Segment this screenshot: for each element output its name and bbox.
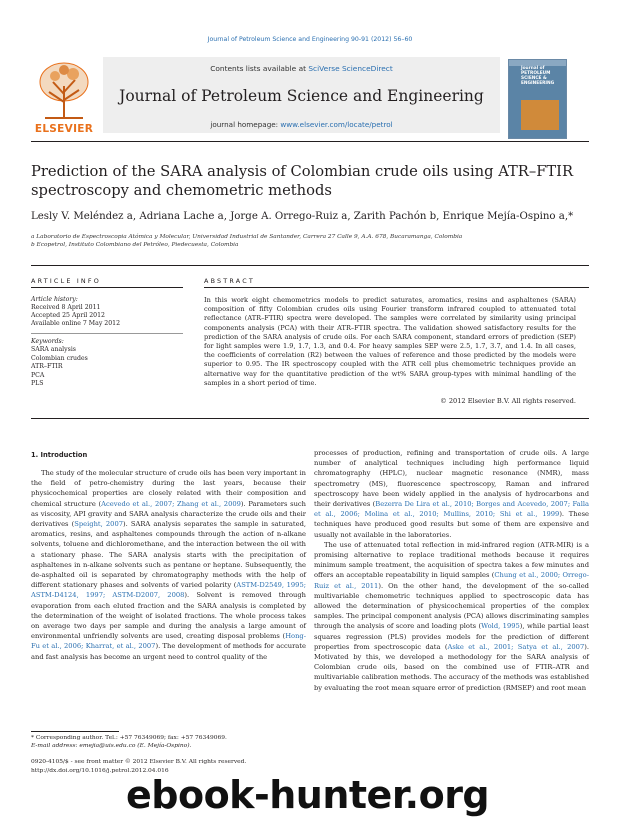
keywords-rule [31, 333, 183, 334]
paragraph-text: ). Parameters such as viscosity, API gravity and SARA analysis characterize the crude oils and their derivatives ( [31, 499, 307, 529]
abstract-heading: ABSTRACT [204, 277, 256, 285]
cover-title: Journal of PETROLEUM SCIENCE & ENGINEERING [521, 66, 555, 86]
citation-link[interactable]: Speight, 2007 [74, 520, 123, 529]
citation-link[interactable]: Bezerra De Lira et al., 2010; Borges and Acevedo, 2007; Falla et al., 2006; Molina et al., 2010; Mullins, 2010; Shi et al., 1999 [314, 500, 589, 519]
paragraph-text: processes of production, refining and transportation of crude oils. A large number of analytical techniques including high performance liquid chromatography (HPLC), nuclear magnetic resonance (NMR), mass spectrometry (MS), fluorescence spectroscopy, Raman and infrared spectroscopy have been widely applied in the analysis of hydrocarbons and their derivatives ( [314, 449, 589, 509]
body-paragraph [314, 540, 589, 693]
journal-homepage-line [103, 120, 500, 129]
citation-link[interactable]: Chung et al., 2000; Orrego-Ruiz et al., 2011 [314, 571, 589, 590]
keyword-item: PLS [31, 380, 44, 387]
sciverse-link[interactable]: SciVerse ScienceDirect [308, 64, 393, 73]
paragraph-text: ). The development of methods for accurate and fast analysis has become an urgent need to control quality of the [31, 642, 306, 661]
paragraph-text: ). Solvent is removed through evaporation from each eluted fraction and the SARA analysis is completed by the determination of the weight of isolated fractions. The whole process takes on average two days per sample and during the analysis a large amount of environmental unfriendly solvents are used, creating disposal problems ( [31, 591, 306, 641]
citation-link[interactable]: Hong-Fu et al., 2006; Kharrat, et al., 2007 [31, 632, 306, 651]
paragraph-text: ). Motivated by this, we developed a methodology for the SARA analysis of Colombian crude oils, based on the combined use of FTIR–ATR and multivariable calibration methods. The accuracy of the methods was established by evaluating the root mean square error of prediction (RMSEP) and root mean [314, 642, 589, 692]
footnote-email[interactable]: E-mail address: emejia@uis.edu.co (E. Mejía-Ospino). [31, 743, 192, 749]
abstract-copyright: © 2012 Elsevier B.V. All rights reserved. [440, 397, 576, 405]
keyword-item: Colombian crudes [31, 355, 88, 362]
article-title: Prediction of the SARA analysis of Colombian crude oils using ATR–FTIR spectroscopy and chemometric methods [31, 163, 574, 199]
abstract-text: In this work eight chemometrics models to predict saturates, aromatics, resins and asphaltenes (SARA) composition of fifty Colombian crudes oils using Fourier transform infrared coupled to attenuated total reflectance (ATR–FTIR) spectra were developed. The samples were correlated by similarity using principal components analysis (PCA) with their ATR–FTIR spectra. The validation showed satisfactory results for the prediction of the SARA analysis of crude oils. For each SARA component, standard errors of prediction (SEP) for light samples were 1.9, 1.7, 1.3, and 0.4. For heavy samples SEP were 2.5, 1.7, 3.7, and 1.4. In all cases, the coefficients of correlation (R2) between the values of reference and those predicted by the models were superior to 0.95. The IR spectroscopy coupled with the ATR cell plus chemometric techniques provide an alternative way for the quantitative prediction of the wt% SARA group-types with minimal handling of the samples in a short period of time. [204, 296, 576, 387]
body-paragraph [31, 468, 306, 662]
citation-link[interactable]: Acevedo et al., 2007; Zhang et al., 2009 [101, 499, 241, 508]
doi-link[interactable]: http://dx.doi.org/10.1016/j.petrol.2012.04.016 [31, 768, 169, 774]
body-right-column [314, 448, 589, 693]
journal-title: Journal of Petroleum Science and Engineering [119, 87, 484, 105]
citation-link[interactable]: Aske et al., 2001; Satya et al., 2007 [447, 642, 585, 651]
keyword-item: SARA analysis [31, 346, 76, 353]
homepage-link[interactable]: www.elsevier.com/locate/petrol [280, 120, 393, 129]
section-heading-introduction: 1. Introduction [31, 451, 88, 459]
journal-reference[interactable]: Journal of Petroleum Science and Engineering 90-91 (2012) 56–60 [207, 36, 413, 43]
keyword-item: ATR–FTIR [31, 363, 63, 370]
keyword-item: PCA [31, 372, 45, 379]
history-received: Received 8 April 2011 [31, 304, 101, 311]
issn-line: 0920-4105/$ - see front matter © 2012 Elsevier B.V. All rights reserved. [31, 759, 247, 765]
author-list: Lesly V. Meléndez a, Adriana Lache a, Jorge A. Orrego-Ruiz a, Zarith Pachón b, Enrique Mejía-Ospino a,* [31, 211, 574, 222]
paragraph-text: ). SARA analysis separates the sample in saturated, aromatics, resins, and asphaltenes compounds through the action of n-alkane solvents, toluene and dichloromethane, and the interaction between the oil with a stationary phase. The SARA analysis starts with the precipitation of asphaltenes in n-alkane solvents such as pentane or heptane. Subsequently, the de-asphalted oil is separated by chromatography methods with the help of different stationary phases and solvents of varied polarity ( [31, 520, 307, 590]
affiliation-b: b Ecopetrol, Instituto Colombiano del Petróleo, Piedecuesta, Colombia [31, 242, 239, 248]
history-label: Article history: [31, 296, 78, 303]
abstract-bottom-rule [31, 418, 589, 419]
affiliation-a: a Laboratorio de Espectroscopia Atómica y Molecular, Universidad Industrial de Santander, Carrera 27 Calle 9, A.A. 678, Bucaramanga, Colombia [31, 234, 463, 240]
paragraph-text: ), while partial least squares regression (PLS) provides models for the prediction of different properties from spectroscopic data ( [314, 622, 589, 651]
cover-image [521, 100, 559, 130]
citation-link[interactable]: ASTM-D2549, 1995; ASTM-D4124, 1997; ASTM-D2007, 2008 [31, 581, 306, 600]
watermark-text: ebook-hunter.org [126, 773, 490, 817]
contents-prefix: Contents lists available at [210, 64, 309, 73]
header-rule [31, 141, 589, 142]
paragraph-text: ). On the other hand, the development of the so-called multivariable chemometric techniques applied to spectroscopic data has allowed the determination of physicochemical properties of the complex samples. The principal component analysis (PCA) allows discriminating samples through the analysis of score and loading plots ( [314, 581, 589, 631]
article-info-heading: ARTICLE INFO [31, 277, 101, 285]
paragraph-text: The study of the molecular structure of crude oils has been very important in the field of petro-chemistry during the last years, because their physicochemical properties are closely related with their composition and chemical structure ( [31, 469, 306, 508]
article-info-rule [31, 287, 183, 288]
contents-available-line [103, 64, 500, 73]
citation-link[interactable]: Wold, 1995 [481, 622, 520, 631]
history-online: Available online 7 May 2012 [31, 320, 121, 327]
footnote-corresponding: * Corresponding author. Tel.: +57 76349069; fax: +57 76349069. [31, 735, 227, 741]
paragraph-text: ). These techniques have produced good results but some of them are expensive and usually not available in the laboratories. [314, 510, 589, 539]
affiliation-rule [31, 265, 589, 266]
footnote-rule [31, 731, 119, 732]
elsevier-wordmark: ELSEVIER [34, 123, 94, 135]
journal-cover-thumbnail[interactable] [508, 59, 567, 139]
keywords-label: Keywords: [31, 338, 64, 345]
paragraph-text: The use of attenuated total reflection in mid-infrared region (ATR-MIR) is a promising alternative to replace traditional methods because it requires minimum sample treatment, the acquisition of spectra takes a few minutes and offers an acceptable repeatability in liquid samples ( [314, 540, 589, 580]
homepage-prefix: journal homepage: [210, 120, 281, 129]
body-left-column [31, 468, 306, 662]
body-paragraph [314, 448, 589, 540]
history-accepted: Accepted 25 April 2012 [31, 312, 105, 319]
abstract-rule [204, 287, 589, 288]
